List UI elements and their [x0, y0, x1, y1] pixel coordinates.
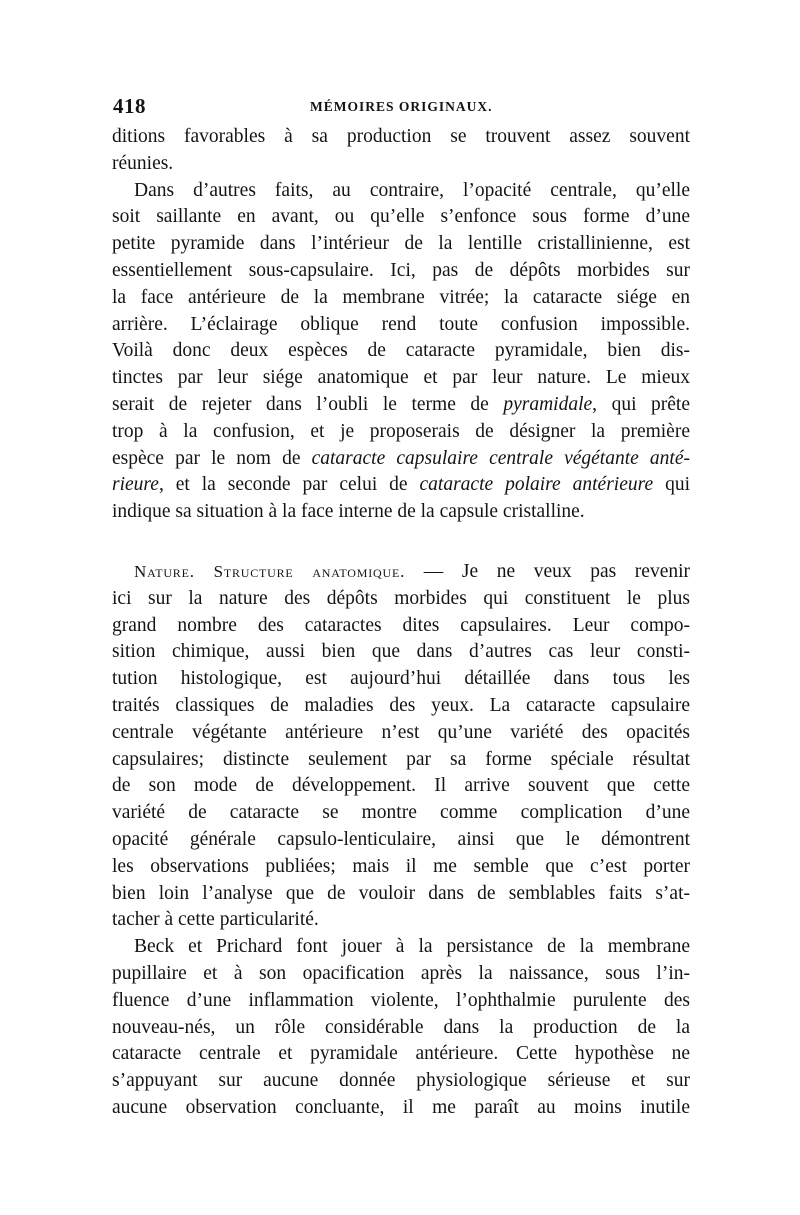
text-line: pupillaire et à son opacification après la naissance, sous l’in-	[112, 962, 690, 984]
text-line: sition chimique, aussi bien que dans d’autres cas leur consti-	[112, 641, 690, 663]
paragraph-cataract-types	[112, 178, 690, 526]
text-line: réunies.	[112, 152, 174, 174]
running-head	[112, 94, 690, 124]
paragraph-nature-structure	[112, 559, 690, 934]
text-line: centrale végétante antérieure n’est qu’une variété des opacités	[112, 721, 690, 743]
text-line: Dans d’autres faits, au contraire, l’opacité centrale, qu’elle	[134, 179, 690, 201]
text-line: grand nombre des cataractes dites capsulaires. Leur compo-	[112, 614, 690, 636]
text-line: ditions favorables à sa production se trouvent assez souvent	[112, 126, 690, 147]
heading-dash: —	[405, 560, 462, 582]
text-line: la face antérieure de la membrane vitrée; la cataracte siége en	[112, 286, 690, 308]
text-line: variété de cataracte se montre comme complication d’une	[112, 802, 690, 824]
text-line: s’appuyant sur aucune donnée physiologique sérieuse et sur	[112, 1070, 690, 1092]
text-line: Voilà donc deux espèces de cataracte pyramidale, bien dis-	[112, 340, 690, 362]
text-line: traités classiques de maladies des yeux. La cataracte capsulaire	[112, 694, 690, 716]
text-line	[112, 559, 690, 586]
text-line: capsulaires; distincte seulement par sa forme spéciale résultat	[112, 748, 690, 770]
paragraph-beck-prichard	[112, 934, 690, 1122]
text-line	[112, 472, 690, 499]
text-run: serait de rejeter dans l’oubli le terme de	[112, 393, 504, 415]
text-run: Je ne veux pas revenir	[461, 560, 691, 582]
section-gap	[112, 526, 690, 559]
text-line	[112, 392, 690, 419]
text-line: tinctes par leur siége anatomique et par leur nature. Le mieux	[112, 367, 690, 389]
section-heading: Nature. Structure anatomique.	[134, 561, 406, 581]
text-run: , qui prête	[592, 393, 690, 415]
text-run: qui	[653, 474, 690, 496]
text-line: essentiellement sous-capsulaire. Ici, pas de dépôts morbides sur	[112, 259, 690, 281]
text-run: , et la seconde par celui de	[158, 474, 420, 496]
text-line: ici sur la nature des dépôts morbides qui constituent le plus	[112, 587, 690, 609]
text-line: trop à la confusion, et je proposerais de désigner la première	[112, 420, 690, 442]
text-line: les observations publiées; mais il me semble que c’est porter	[112, 855, 690, 877]
text-run: espèce par le nom de	[112, 447, 312, 469]
running-title: MÉMOIRES ORIGINAUX.	[310, 99, 493, 114]
italic-term: rieure	[112, 474, 159, 496]
page-number: 418	[113, 94, 146, 118]
book-page	[112, 94, 690, 1122]
text-line: aucune observation concluante, il me paraît au moins inutile	[112, 1096, 690, 1118]
italic-term: cataracte polaire antérieure	[419, 474, 654, 496]
paragraph-continuation	[112, 124, 690, 178]
text-line: tution histologique, est aujourd’hui détaillée dans tous les	[112, 668, 690, 690]
italic-term: cataracte capsulaire centrale végétante anté-	[311, 447, 690, 469]
text-line: arrière. L’éclairage oblique rend toute confusion impossible.	[112, 313, 690, 335]
text-line	[112, 446, 690, 473]
text-line: petite pyramide dans l’intérieur de la lentille cristallinienne, est	[112, 233, 690, 255]
text-line: nouveau-nés, un rôle considérable dans la production de la	[112, 1016, 690, 1038]
text-line: opacité générale capsulo-lenticulaire, ainsi que le démontrent	[112, 828, 690, 850]
text-line: de son mode de développement. Il arrive souvent que cette	[112, 775, 690, 797]
text-line: soit saillante en avant, ou qu’elle s’enfonce sous forme d’une	[112, 206, 690, 228]
text-line: fluence d’une inflammation violente, l’ophthalmie purulente des	[112, 989, 690, 1011]
italic-term: pyramidale	[503, 393, 593, 415]
text-line: tacher à cette particularité.	[112, 909, 319, 931]
text-line: Beck et Prichard font jouer à la persistance de la membrane	[134, 936, 690, 958]
text-line: bien loin l’analyse que de vouloir dans de semblables faits s’at-	[112, 882, 690, 904]
text-line: cataracte centrale et pyramidale antérieure. Cette hypothèse ne	[112, 1043, 690, 1065]
body-text	[112, 124, 690, 1122]
text-line: indique sa situation à la face interne de la capsule cristalline.	[112, 501, 585, 523]
